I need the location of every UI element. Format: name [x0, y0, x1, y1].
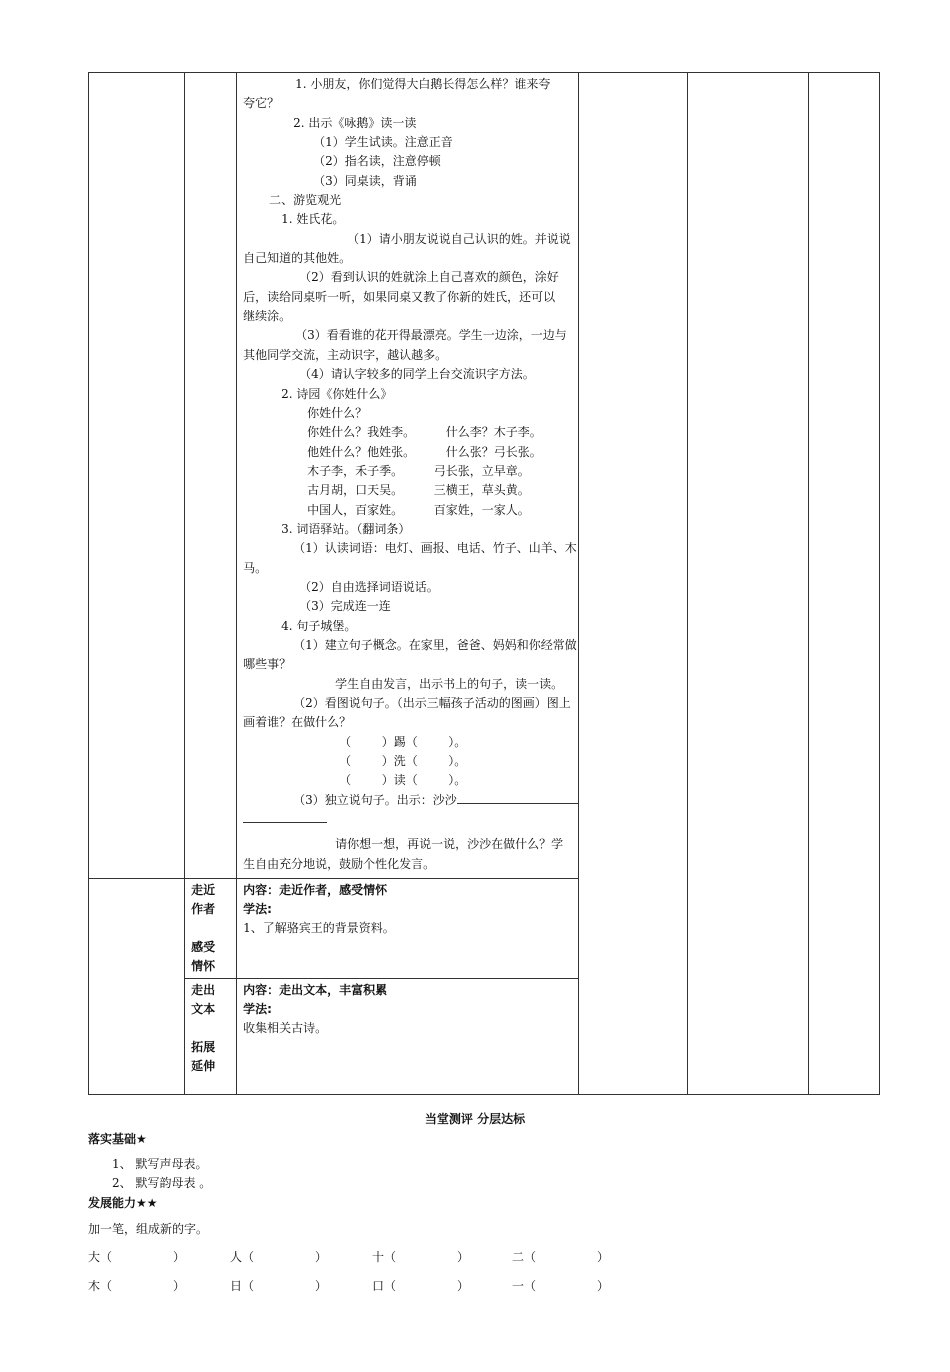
text-line: 古月胡，口天吴。 三横王，草头黄。 [307, 483, 530, 498]
text-line: （ ）读（ ）。 [339, 773, 467, 788]
text-line: 请你想一想，再说一说，沙沙在做什么？学 [335, 837, 564, 852]
stage-label-line: 感受 [191, 940, 216, 955]
text-line: （1）建立句子概念。在家里，爸爸、妈妈和你经常做 [293, 637, 577, 652]
method-label: 学法: [243, 1002, 272, 1017]
text-line: 1. 姓氏花。 [281, 212, 345, 227]
table-cell [808, 73, 879, 1095]
method-label: 学法: [243, 902, 272, 917]
text-line: 你姓什么？ [307, 405, 368, 420]
text-line: 画着谁？在做什么？ [243, 715, 352, 730]
exercise-blank: 人（ ） [230, 1250, 328, 1264]
answer-blank-line [243, 810, 571, 829]
text-line: （2）看到认识的姓就涂上自己喜欢的颜色，涂好 [299, 270, 559, 285]
text-line: （ ）踢（ ）。 [339, 734, 467, 749]
text-line: （2）看图说句子。（出示三幅孩子活动的图画）图上 [293, 696, 571, 710]
table-cell [687, 73, 808, 1095]
stage-body: 1、了解骆宾王的背景资料。 [243, 921, 395, 936]
stage-label [185, 879, 236, 978]
exercise-blank: 十（ ） [372, 1250, 470, 1264]
exercise-blank: 二（ ） [512, 1250, 610, 1264]
text-line: 他姓什么？他姓张。 什么张？弓长张。 [307, 444, 542, 459]
text-line: （4）请认字较多的同学上台交流识字方法。 [299, 367, 535, 382]
text-line: 马。 [243, 560, 268, 575]
text-line: （ ）洗（ ）。 [339, 754, 467, 769]
text-line: （1）学生试读。注意正音 [313, 135, 453, 150]
text-line: 1. 小朋友，你们觉得大白鹅长得怎么样？谁来夸 [295, 77, 551, 91]
stage-content-cell [237, 979, 578, 1095]
section-heading-basic: 落实基础★ [88, 1132, 147, 1146]
stage-label-line: 拓展 [191, 1040, 216, 1055]
activity-text [237, 73, 577, 878]
text-line: 2. 出示《咏鹅》读一读 [293, 115, 417, 130]
text-line: （3）同桌读，背诵 [313, 173, 417, 188]
text-line: 4. 句子城堡。 [281, 618, 357, 633]
table-cell [185, 73, 237, 879]
stage-label-line [191, 1019, 230, 1038]
text-line [243, 791, 571, 810]
stage-label-line: 文本 [191, 1002, 216, 1017]
answer-blank-line [243, 812, 327, 823]
stage-label-line: 走出 [191, 983, 216, 998]
exercise-instruction: 加一笔，组成新的字。 [88, 1222, 209, 1236]
text-line: 夸它？ [243, 96, 280, 111]
text-line: 后，读给同桌听一听，如果同桌又教了你新的姓氏，还可以 [243, 289, 556, 304]
exercise-blank: 日（ ） [230, 1279, 328, 1293]
text-line: 二、游览观光 [269, 193, 342, 208]
stage-body: 收集相关古诗。 [243, 1021, 328, 1036]
text-line: 生自由充分地说，鼓励个性化发言。 [243, 856, 436, 871]
text-line-label: （3）独立说句子。出示：沙沙 [293, 792, 457, 807]
stage-label-cell [185, 979, 237, 1095]
exercise-blank: 口（ ） [372, 1279, 470, 1293]
text-line: 学生自由发言，出示书上的句子，读一读。 [335, 676, 564, 691]
content-title: 内容：走近作者，感受情怀 [243, 883, 388, 898]
text-line: （2）指名读，注意停顿 [313, 154, 441, 169]
activity-cell [237, 73, 578, 879]
table-cell [89, 73, 185, 879]
exercise-blank: 木（ ） [88, 1279, 186, 1293]
lesson-table [88, 72, 880, 1095]
list-item: 1、 默写声母表。 [112, 1157, 208, 1171]
stage-label-line: 走近 [191, 883, 216, 898]
text-line: 哪些事？ [243, 657, 292, 672]
text-line: 3. 词语驿站。（翻词条） [281, 521, 411, 536]
stage-label-line: 情怀 [191, 959, 216, 974]
stage-label-line: 延伸 [191, 1059, 216, 1074]
text-line: 自己知道的其他姓。 [243, 251, 352, 266]
text-line: （1）认读词语：电灯、画报、电话、竹子、山羊、木 [293, 541, 577, 556]
exercise-blank: 一（ ） [512, 1279, 610, 1293]
text-line: 2. 诗园《你姓什么》 [281, 386, 393, 401]
stage-content-cell [237, 879, 578, 979]
text-line: （1）请小朋友说说自己认识的姓。并说说 [347, 231, 571, 246]
text-line: （3）完成连一连 [299, 599, 391, 614]
text-line: 其他同学交流，主动识字，越认越多。 [243, 347, 448, 362]
section-heading-ability: 发展能力★★ [88, 1196, 158, 1210]
table-cell [89, 879, 185, 1095]
table-row [89, 73, 880, 879]
table-cell [578, 73, 687, 1095]
answer-blank-line [457, 793, 579, 804]
text-line: （2）自由选择词语说话。 [299, 579, 439, 594]
stage-label-line: 作者 [191, 902, 216, 917]
text-line: 木子李，禾子季。 弓长张，立早章。 [307, 463, 530, 478]
stage-label-line [191, 919, 230, 938]
content-title: 内容：走出文本，丰富积累 [243, 983, 388, 998]
assessment-title: 当堂测评 分层达标 [424, 1112, 526, 1126]
stage-label-cell [185, 879, 237, 979]
exercise-blank: 大（ ） [88, 1250, 186, 1264]
text-line: 中国人，百家姓。 百家姓，一家人。 [307, 502, 530, 517]
text-line: （3）看看谁的花开得最漂亮。学生一边涂，一边与 [295, 328, 567, 343]
text-line: 继续涂。 [243, 309, 292, 324]
text-line: 你姓什么？我姓李。 什么李？木子李。 [307, 425, 542, 440]
stage-label [185, 979, 236, 1078]
list-item: 2、 默写韵母表 。 [112, 1176, 212, 1190]
